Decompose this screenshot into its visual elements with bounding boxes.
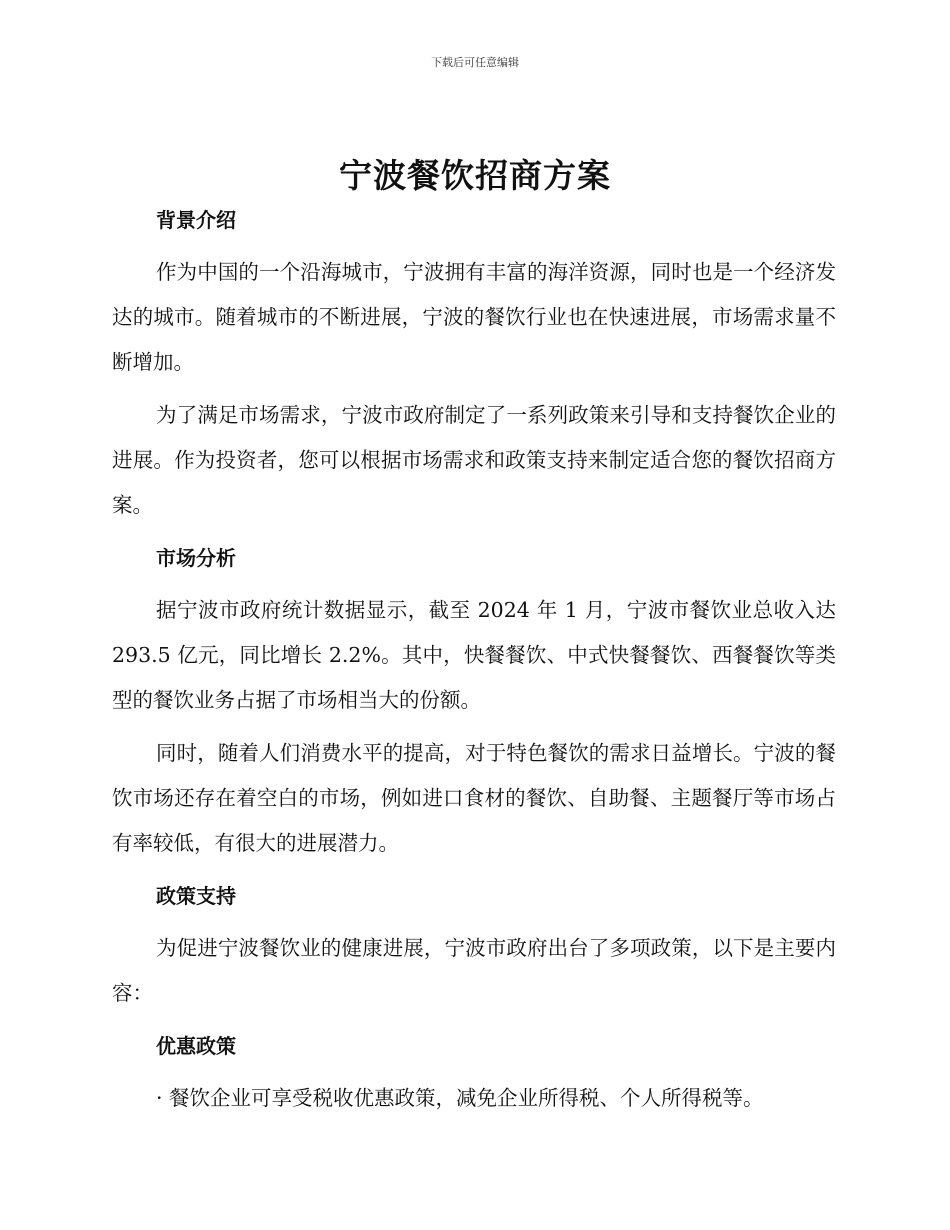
list-item: · 餐饮企业可享受税收优惠政策，减免企业所得税、个人所得税等。 (156, 1086, 764, 1110)
section-heading-policy: 政策支持 (156, 884, 236, 908)
paragraph-market-2: 同时，随着人们消费水平的提高，对于特色餐饮的需求日益增长。宁波的餐饮市场还存在着空白的市场，例如进口食材的餐饮、自助餐、主题餐厅等市场占有率较低，有很大的进展潜力。 (112, 741, 836, 855)
paragraph-background-2: 为了满足市场需求，宁波市政府制定了一系列政策来引导和支持餐饮企业的进展。作为投资者，您可以根据市场需求和政策支持来制定适合您的餐饮招商方案。 (112, 403, 836, 517)
section-heading-market: 市场分析 (156, 546, 236, 570)
paragraph-background-1: 作为中国的一个沿海城市，宁波拥有丰富的海洋资源，同时也是一个经济发达的城市。随着城市的不断进展，宁波的餐饮行业也在快速进展，市场需求量不断增加。 (112, 260, 836, 374)
section-heading-background: 背景介绍 (156, 208, 236, 232)
section-heading-incentives: 优惠政策 (156, 1034, 236, 1058)
paragraph-policy-1: 为促进宁波餐饮业的健康进展，宁波市政府出台了多项政策，以下是主要内容： (112, 936, 836, 1005)
document-body (112, 200, 836, 1121)
document-title: 宁波餐饮招商方案 (339, 156, 611, 195)
header-note: 下载后可任意编辑 (431, 56, 519, 69)
paragraph-market-1: 据宁波市政府统计数据显示，截至 2024 年 1 月，宁波市餐饮业总收入达 293.5 亿元，同比增长 2.2%。其中，快餐餐饮、中式快餐餐饮、西餐餐饮等类型的餐饮业务占据了市场相当大的份额。 (112, 598, 836, 712)
